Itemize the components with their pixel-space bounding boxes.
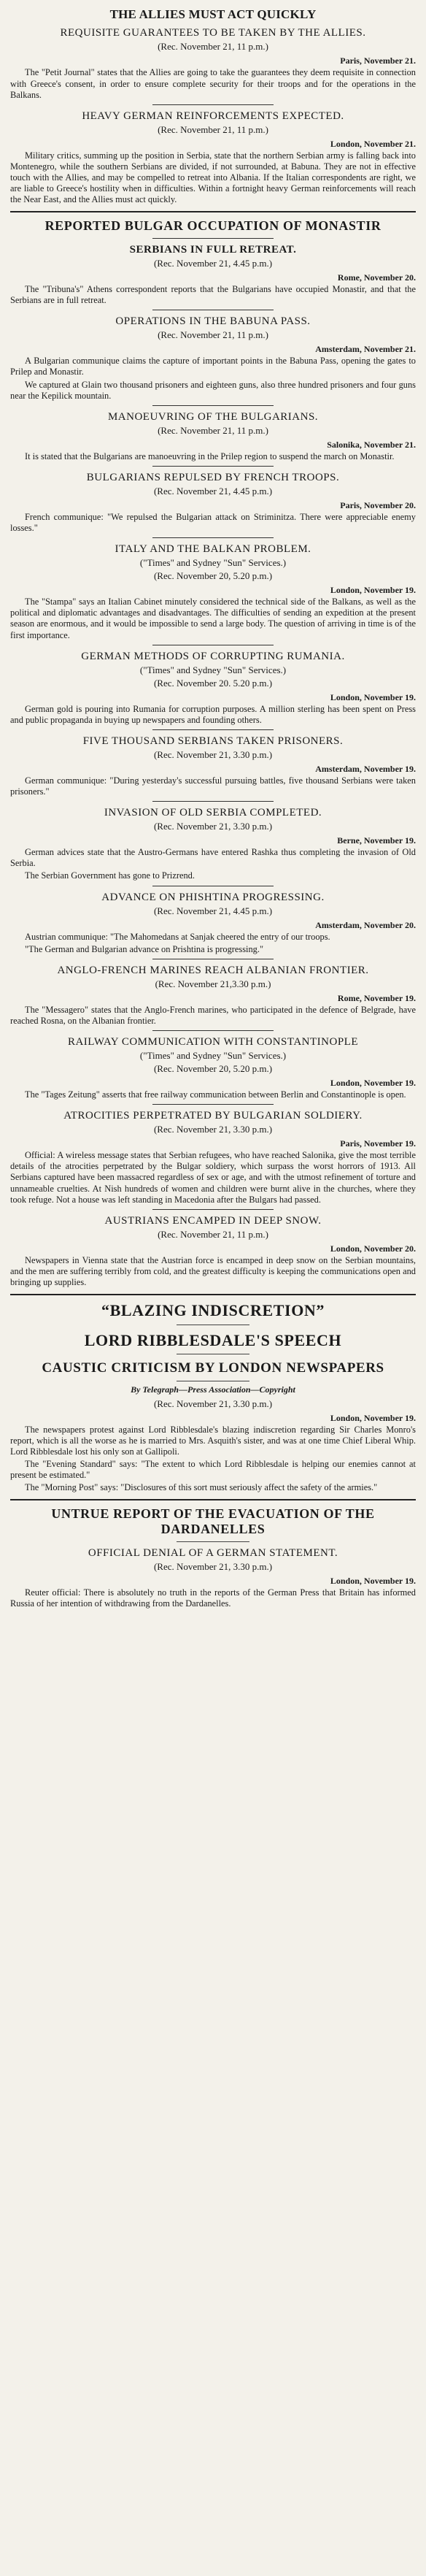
article-section	[10, 729, 416, 797]
article-paragraph: The Serbian Government has gone to Prizrend.	[25, 870, 195, 881]
divider	[152, 104, 274, 105]
section-heading: AUSTRIANS ENCAMPED IN DEEP SNOW.	[104, 1214, 322, 1227]
section-heading: ATROCITIES PERPETRATED BY BULGARIAN SOLDIERY.	[63, 1110, 363, 1122]
dateline: Berne, November 19.	[337, 835, 416, 846]
received-time: (Rec. November 21, 3.30 p.m.)	[153, 748, 273, 760]
article-dardanelles	[10, 1506, 416, 1609]
article-paragraph: The "Petit Journal" states that the Allies are going to take the guarantees they deem requisite in connection with Greece's consent, in order to ensure complete security for their troops and for the operations in the Balkans.	[10, 67, 416, 100]
dateline: Rome, November 19.	[337, 992, 416, 1003]
article-section	[10, 801, 416, 881]
divider	[152, 238, 274, 239]
divider	[152, 801, 274, 802]
article-section	[10, 886, 416, 955]
article-section	[10, 104, 416, 206]
news-service: ("Times" and Sydney "Sun" Services.)	[139, 664, 287, 675]
article-paragraph: The "Tribuna's" Athens correspondent reports that the Bulgarians have occupied Monastir, and that the Serbians are in full retreat.	[10, 284, 416, 306]
dateline: Salonika, November 21.	[327, 439, 416, 450]
divider	[177, 1541, 249, 1542]
section-heading: OPERATIONS IN THE BABUNA PASS.	[115, 315, 311, 328]
dateline: Amsterdam, November 21.	[315, 344, 416, 355]
dateline: London, November 19.	[330, 1575, 416, 1586]
divider	[152, 1030, 274, 1031]
section-heading: ITALY AND THE BALKAN PROBLEM.	[115, 543, 311, 556]
dateline: London, November 19.	[330, 585, 416, 596]
received-time: (Rec. November 21, 4.45 p.m.)	[153, 905, 273, 916]
dateline: London, November 21.	[330, 138, 416, 149]
section-heading: BULGARIANS REPULSED BY FRENCH TROOPS.	[86, 471, 340, 483]
dateline: Paris, November 20.	[340, 499, 416, 510]
feature-received-time: (Rec. November 21, 3.30 p.m.)	[153, 1398, 273, 1409]
section-heading: GERMAN METHODS OF CORRUPTING RUMANIA.	[81, 650, 345, 662]
article-paragraph: The "Stampa" says an Italian Cabinet minutely considered the technical side of the Balkans, as well as the political and diplomatic advantages and disadvantages. The difficulties of sending an expedition at the present season are enormous, and it would be impossible to send a large body. The question of arriving in time is of the first importance.	[10, 597, 416, 640]
section-heading: INVASION OF OLD SERBIA COMPLETED.	[104, 807, 322, 819]
article-section	[10, 26, 416, 100]
article-paragraph: German advices state that the Austro-Germans have entered Rashka thus completing the invasion of Old Serbia.	[10, 847, 416, 869]
dateline: London, November 19.	[330, 691, 416, 702]
feature-title-criticism: CAUSTIC CRITICISM BY LONDON NEWSPAPERS	[42, 1360, 384, 1376]
banner-monastir: REPORTED BULGAR OCCUPATION OF MONASTIR	[44, 218, 382, 234]
feature-title-blazing: “BLAZING INDISCRETION”	[101, 1301, 325, 1320]
feature-article	[10, 1301, 416, 1493]
article-section	[10, 1209, 416, 1288]
received-time: (Rec. November 21, 11 p.m.)	[158, 41, 268, 53]
received-time: (Rec. November 21, 4.45 p.m.)	[153, 258, 273, 269]
article-section	[10, 537, 416, 641]
feature-byline: By Telegraph—Press Association—Copyright	[131, 1384, 295, 1395]
divider	[152, 729, 274, 730]
feature-title-ribblesdale: LORD RIBBLESDALE'S SPEECH	[84, 1330, 342, 1349]
article-section	[10, 645, 416, 726]
article-paragraph: German gold is pouring into Rumania for corruption purposes. A million sterling has been spent on Press and public propaganda in buying up newspapers and founding others.	[10, 703, 416, 725]
feature-paragraph: The "Evening Standard" says: "The extent to which Lord Ribblesdale is helping our enemies cannot at present be estimated."	[10, 1459, 416, 1481]
article-section	[10, 405, 416, 462]
article-section	[10, 959, 416, 1027]
dateline: Amsterdam, November 20.	[315, 919, 416, 930]
divider	[10, 1499, 416, 1500]
article-paragraph: Austrian communique: "The Mahomedans at Sanjak cheered the entry of our troops.	[25, 931, 330, 942]
article-paragraph: "The German and Bulgarian advance on Prishtina is progressing."	[25, 943, 264, 954]
divider	[10, 211, 416, 212]
dateline: Rome, November 20.	[337, 272, 416, 283]
main-headline: THE ALLIES MUST ACT QUICKLY	[109, 7, 317, 21]
section-heading: ADVANCE ON PHISHTINA PROGRESSING.	[101, 891, 325, 903]
dateline: Paris, November 19.	[340, 1138, 416, 1149]
section-group-allies	[10, 26, 416, 205]
article-section	[10, 466, 416, 534]
divider	[152, 405, 274, 406]
received-time: (Rec. November 21,3.30 p.m.)	[155, 978, 271, 989]
received-time: (Rec. November 20. 5.20 p.m.)	[153, 677, 273, 689]
divider	[10, 1294, 416, 1295]
dateline: London, November 19.	[330, 1078, 416, 1089]
feature-dateline: London, November 19.	[330, 1412, 416, 1423]
article-section	[10, 310, 416, 402]
dateline: Paris, November 21.	[340, 55, 416, 66]
feature-paragraph: The "Morning Post" says: "Disclosures of this sort must seriously affect the safety of the armies."	[25, 1482, 378, 1493]
article-paragraph: It is stated that the Bulgarians are manoeuvring in the Prilep region to suspend the march on Monastir.	[25, 451, 395, 461]
section-heading: ANGLO-FRENCH MARINES REACH ALBANIAN FRONTIER.	[57, 964, 369, 976]
section-heading: MANOEUVRING OF THE BULGARIANS.	[107, 410, 319, 423]
received-time: (Rec. November 21, 3.30 p.m.)	[153, 1560, 273, 1572]
article-paragraph: A Bulgarian communique claims the capture of important points in the Babuna Pass, opening the gates to Prilep and Monastir.	[10, 356, 416, 377]
article-section	[10, 1030, 416, 1100]
news-service: ("Times" and Sydney "Sun" Services.)	[139, 557, 287, 569]
divider	[152, 1104, 274, 1105]
article-paragraph: French communique: "We repulsed the Bulgarian attack on Striminitza. There were appreciable enemy losses."	[10, 511, 416, 534]
article-section	[10, 1104, 416, 1205]
article-paragraph: The "Messagero" states that the Anglo-French marines, who participated in the defence of Belgrade, have reached Rosna, on the Albanian frontier.	[10, 1004, 416, 1026]
section-group-balkans	[10, 238, 416, 1288]
received-time: (Rec. November 21, 11 p.m.)	[158, 1228, 268, 1240]
received-time: (Rec. November 20, 5.20 p.m.)	[153, 570, 273, 582]
section-heading: FIVE THOUSAND SERBIANS TAKEN PRISONERS.	[82, 735, 344, 747]
divider	[152, 1209, 274, 1210]
received-time: (Rec. November 21, 3.30 p.m.)	[153, 821, 273, 832]
article-paragraph: German communique: "During yesterday's successful pursuing battles, five thousand Serbians were taken prisoners."	[10, 775, 416, 797]
banner-dardanelles: UNTRUE REPORT OF THE EVACUATION OF THE DARDANELLES	[51, 1506, 375, 1537]
article-paragraph: Newspapers in Vienna state that the Austrian force is encamped in deep snow on the Serbian mountains, and the men are suffering terribly from cold, and the greatest difficulty is keeping the communications open and bringing up supplies.	[10, 1254, 416, 1288]
dateline: London, November 20.	[330, 1243, 416, 1254]
feature-paragraph: The newspapers protest against Lord Ribblesdale's blazing indiscretion regarding Sir Charles Monro's report, which is all the worse as he is married to Mrs. Asquith's sister, and was at one time Chief Liberal Whip. Lord Ribblesdale lost his only son at Gallipoli.	[10, 1424, 416, 1457]
section-heading: RAILWAY COMMUNICATION WITH CONSTANTINOPLE	[67, 1036, 359, 1049]
received-time: (Rec. November 21, 11 p.m.)	[158, 123, 268, 135]
divider	[152, 537, 274, 538]
article-paragraph: We captured at Glain two thousand prisoners and eighteen guns, also three hundred prisoners and four guns near the Kepilick mountain.	[10, 379, 416, 401]
divider	[152, 466, 274, 467]
section-heading: REQUISITE GUARANTEES TO BE TAKEN BY THE ALLIES.	[60, 27, 366, 39]
received-time: (Rec. November 20, 5.20 p.m.)	[153, 1063, 273, 1075]
received-time: (Rec. November 21, 4.45 p.m.)	[153, 485, 273, 497]
received-time: (Rec. November 21, 11 p.m.)	[158, 329, 268, 341]
dateline: Amsterdam, November 19.	[315, 763, 416, 774]
section-heading: SERBIANS IN FULL RETREAT.	[129, 244, 297, 256]
news-service: ("Times" and Sydney "Sun" Services.)	[139, 1050, 287, 1062]
section-heading: OFFICIAL DENIAL OF A GERMAN STATEMENT.	[88, 1546, 338, 1559]
article-paragraph: The "Tages Zeitung" asserts that free railway communication between Berlin and Constantinople is open.	[25, 1089, 406, 1100]
article-paragraph: Reuter official: There is absolutely no truth in the reports of the German Press that Britain has informed Russia of her intention of withdrawing from the Dardanelles.	[10, 1587, 416, 1609]
received-time: (Rec. November 21, 11 p.m.)	[158, 424, 268, 436]
received-time: (Rec. November 21, 3.30 p.m.)	[153, 1124, 273, 1135]
article-paragraph: Official: A wireless message states that Serbian refugees, who have reached Salonika, give the most terrible details of the atrocities perpetrated by the Bulgar soldiery, which surpass the worst horrors of 1913. All Serbians captured have been massacred regardless of sex or age, and with the utmost refinement of torture and unnameable cruelties. At Nish hundreds of women and children were burnt alive in the churches, where they took refuge. Not a house was left standing in Macedonia after the Bulgars had passed.	[10, 1150, 416, 1205]
article-section	[10, 238, 416, 306]
article-paragraph: Military critics, summing up the position in Serbia, state that the northern Serbian army is falling back into Montenegro, while the southern Serbians are divided, if not surrounded, at Babuna. They are not in effective touch with the Allies, and may be compelled to retreat into Albania. If the Italian correspondents are right, we are liable to Greece's hostility when in difficulties. Within a fortnight heavy German reinforcements will reach the Near East, and the Allies must act quickly.	[10, 150, 416, 205]
section-heading: HEAVY GERMAN REINFORCEMENTS EXPECTED.	[82, 110, 344, 122]
